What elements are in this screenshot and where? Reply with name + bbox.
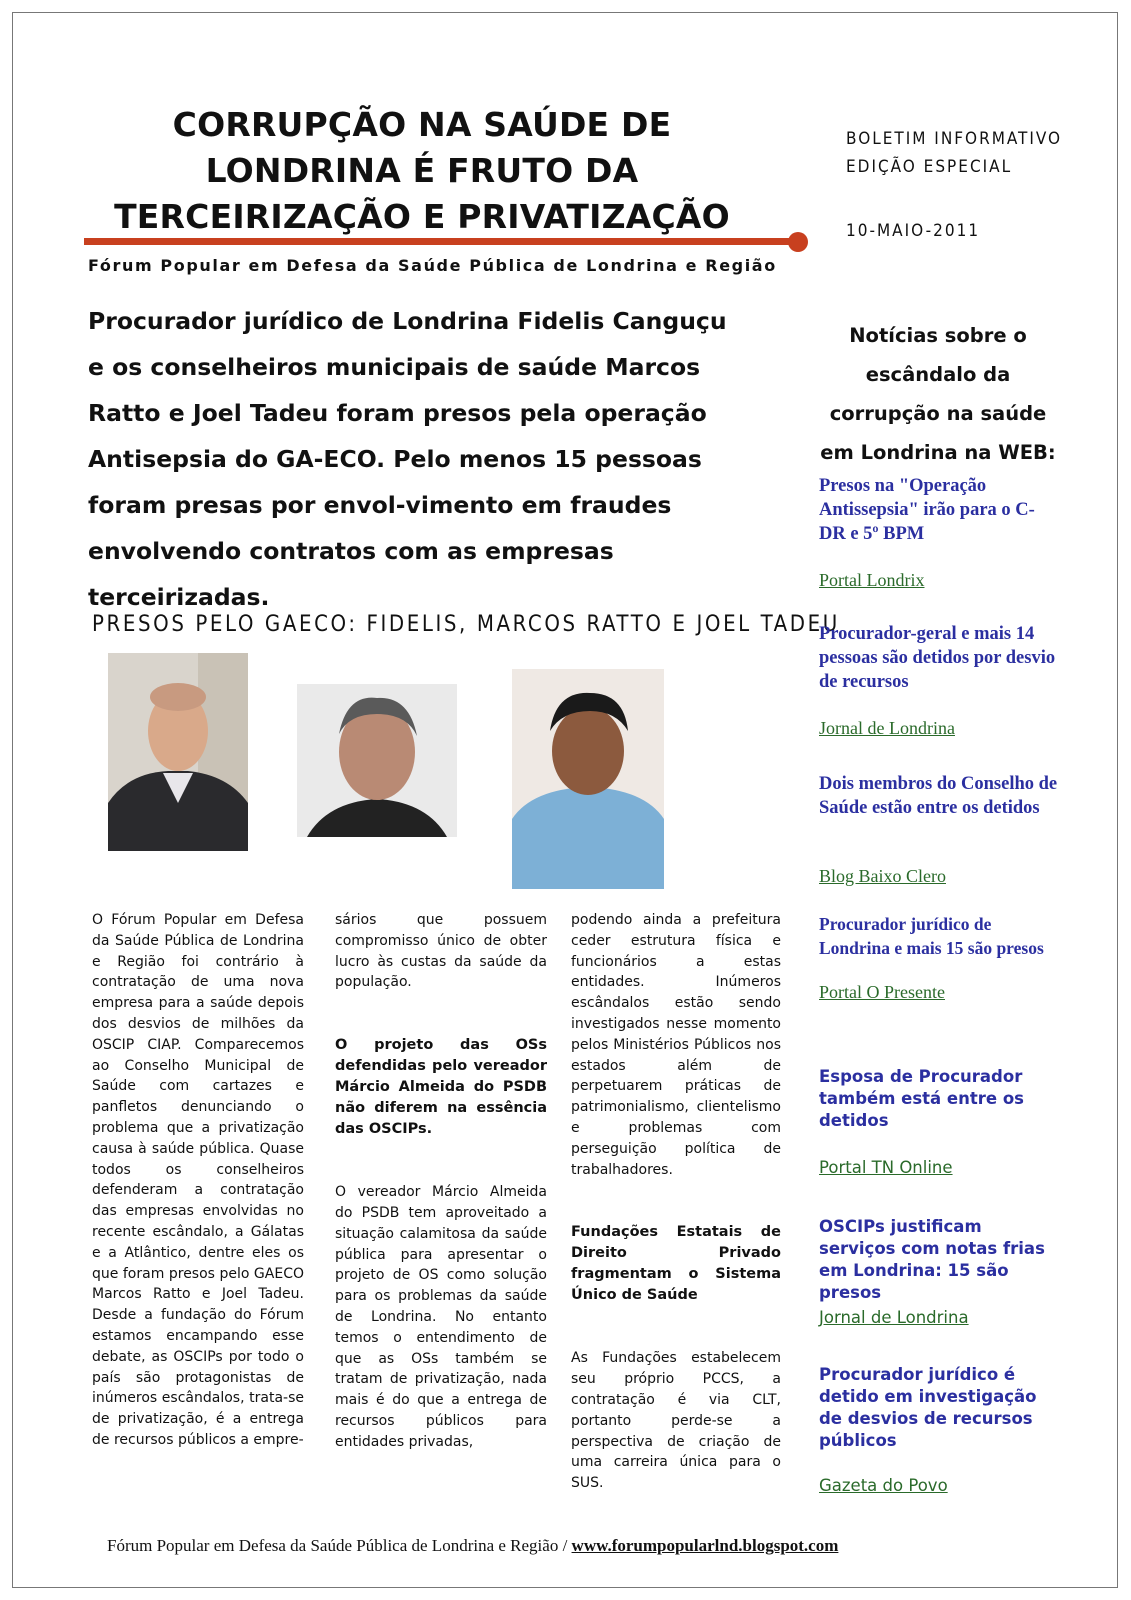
news-title-link[interactable]: OSCIPs justificam serviços com notas frias em Londrina: 15 são presos [819,1217,1045,1302]
blog-link[interactable]: www.forumpopularlnd.blogspot.com [571,1536,839,1555]
headline-line: CORRUPÇÃO NA SAÚDE DE [172,105,672,144]
sidebar-news [818,316,1058,472]
photo-marcos-ratto [297,684,457,837]
bulletin-info [846,125,1062,245]
footer-text: Fórum Popular em Defesa da Saúde Pública de Londrina e Região / [107,1536,572,1555]
column-2 [335,910,547,1453]
column-paragraph: O vereador Márcio Almeida do PSDB tem aproveitado a situação calamitosa da saúde pública para apresentar o projeto de OS como solução para os problemas da saúde de Londrina. No entanto temos o entendimento de que as OSs também se tratam de privatização, nada mais é do que a entrega de recursos públicos para entidades privadas, [335,1184,547,1450]
headline-line: LONDRINA É FRUTO DA [205,151,639,190]
column-1 [92,910,304,1451]
column-paragraph: As Fundações estabelecem seu próprio PCCS, a contratação é via CLT, portanto perde-se a perspectiva de criação de uma carreira única para o SUS. [571,1350,781,1492]
footer [107,1536,838,1556]
column-paragraph: O Fórum Popular em Defesa da Saúde Pública de Londrina e Região foi contrário à contratação de uma nova empresa para a saúde depois dos desvios de milhões da OSCIP CIAP. Comparecemos ao Conselho Municipal de Saúde com cartazes e panfletos denunciando o problema que a privatização causa à saúde pública. Quase todos os conselheiros defenderam a contratação das empresas envolvidas no recente escândalo, a Gálatas e a Atlântico, dentre eles os que foram presos pelo GAECO Marcos Ratto e Joel Tadeu. Desde a fundação do Fórum estamos encampando esse debate, as OSCIPs por todo o país são protagonistas de inúmeros escândalos, trata-se de privatização, é a entrega de recursos públicos a empre- [92,912,304,1448]
news-title-link[interactable]: Procurador jurídico é detido em investigação de desvios de recursos públicos [819,1365,1037,1450]
column-paragraph: sários que possuem compromisso único de obter lucro às custas da saúde da população. [335,912,547,991]
edition-label: EDIÇÃO ESPECIAL [846,157,1013,177]
news-source-link[interactable]: Jornal de Londrina [819,718,955,738]
column-paragraph: podendo ainda a prefeitura ceder estrutura física e funcionários a estas entidades. Inúmeros escândalos estão sendo investigados nesse momento pelos Ministérios Públicos nos estados além de perpetuarem práticas de patrimonialismo, clientelismo e problemas com perseguição política de trabalhadores. [571,912,781,1178]
photo-fidelis [108,653,248,851]
news-item[interactable] [819,474,1059,590]
news-item[interactable] [819,622,1059,738]
sidebar-title: Notícias sobre o escândalo da corrupção na saúde em Londrina na WEB: [820,324,1056,464]
headline [82,102,762,240]
news-title-link[interactable]: Esposa de Procurador também está entre os detidos [819,1067,1024,1130]
news-title-link[interactable]: Presos na "Operação Antissepsia" irão para o C-DR e 5º BPM [819,476,1035,544]
forum-subtitle: Fórum Popular em Defesa da Saúde Pública de Londrina e Região [88,256,777,275]
news-source-link[interactable]: Portal O Presente [819,982,945,1002]
news-source-link[interactable]: Gazeta do Povo [819,1476,948,1495]
news-title-link[interactable]: Procurador jurídico de Londrina e mais 15 são presos [819,914,1044,958]
news-source-link[interactable]: Portal Londrix [819,570,925,590]
news-item[interactable] [819,772,1059,886]
header-rule [84,238,799,245]
news-source-link[interactable]: Portal TN Online [819,1158,953,1177]
column-3 [571,910,781,1494]
news-source-link[interactable]: Blog Baixo Clero [819,866,946,886]
lead-paragraph: Procurador jurídico de Londrina Fidelis Canguçu e os conselheiros municipais de saúde Marcos Ratto e Joel Tadeu foram presos pela operação Antisepsia do GA-ECO. Pelo menos 15 pessoas foram presas por envol-vimento em fraudes envolvendo contratos com as empresas terceirizadas. [88,307,727,611]
headline-line: TERCEIRIZAÇÃO E PRIVATIZAÇÃO [114,197,730,236]
news-item[interactable] [819,1364,1059,1495]
news-item[interactable] [819,1216,1059,1327]
issue-date: 10-MAIO-2011 [846,221,981,241]
photo-joel-tadeu [512,669,664,889]
news-item[interactable] [819,1066,1059,1177]
column-subheading: O projeto das OSs defendidas pelo vereador Márcio Almeida do PSDB não diferem na essência das OSCIPs. [335,1037,547,1138]
header-rule-dot [788,232,808,252]
bulletin-label: BOLETIM INFORMATIVO [846,129,1063,149]
news-title-link[interactable]: Procurador-geral e mais 14 pessoas são detidos por desvio de recursos [819,624,1056,692]
news-item[interactable] [819,912,1059,1002]
news-title-link[interactable]: Dois membros do Conselho de Saúde estão entre os detidos [819,774,1058,818]
photo-caption: PRESOS PELO GAECO: FIDELIS, MARCOS RATTO E JOEL TADEU [92,612,840,637]
column-subheading: Fundações Estatais de Direito Privado fragmentam o Sistema Único de Saúde [571,1224,781,1304]
news-source-link[interactable]: Jornal de Londrina [819,1308,969,1327]
